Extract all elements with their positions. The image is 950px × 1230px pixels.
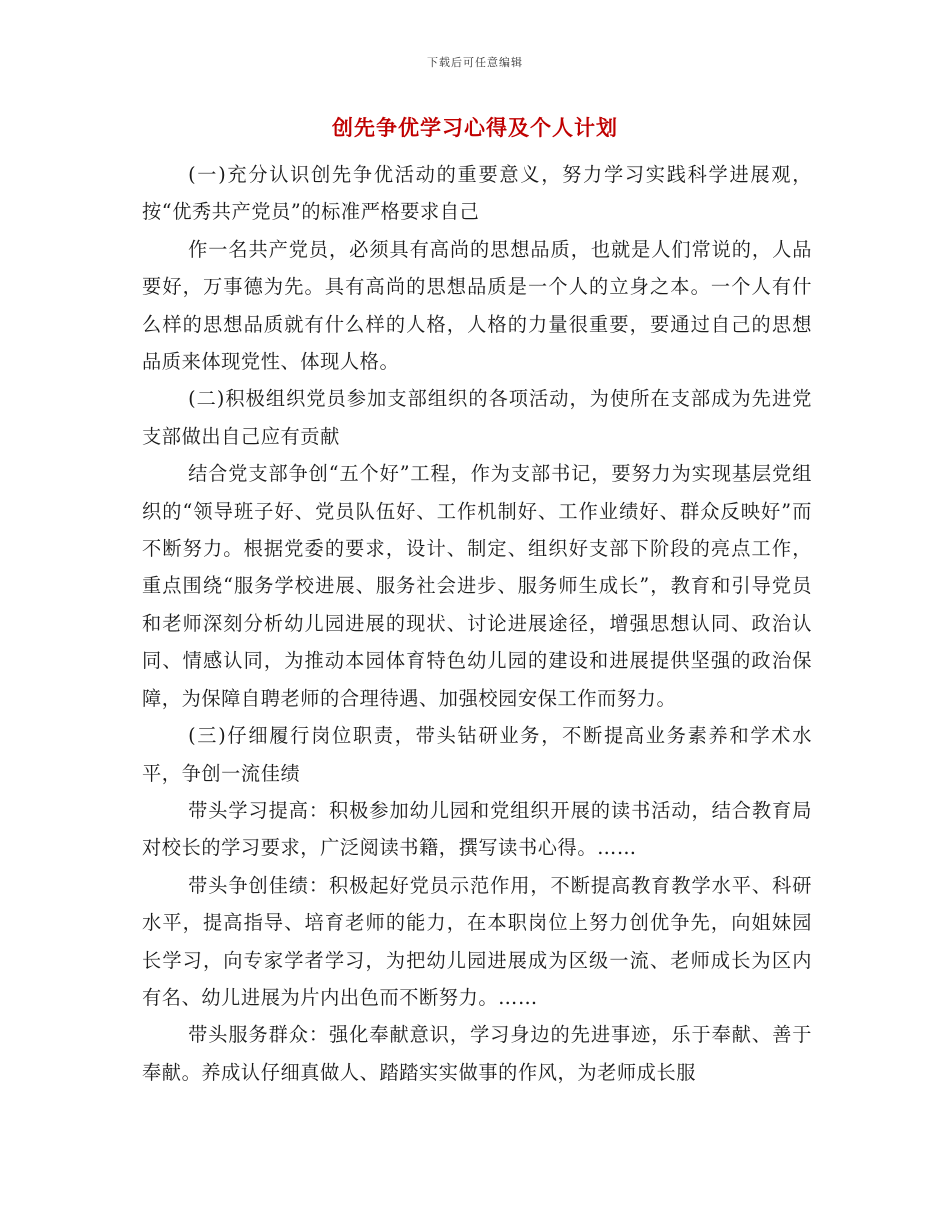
document-title: 创先争优学习心得及个人计划 xyxy=(332,115,618,140)
header-note: 下载后可任意编辑 xyxy=(427,56,523,69)
paragraph: 结合党支部争创“五个好”工程，作为支部书记，要努力为实现基层党组织的“领导班子好、党员队伍好、工作机制好、工作业绩好、群众反映好”而不断努力。根据党委的要求，设计、制定、组织好支部下阶段的亮点工作，重点围绕“服务学校进展、服务社会进步、服务师生成长”，教育和引导党员和老师深刻分析幼儿园进展的现状、讨论进展途径，增强思想认同、政治认同、情感认同，为推动本园体育特色幼儿园的建设和进展提供坚强的政治保障，为保障自聘老师的合理待遇、加强校园安保工作而努力。 xyxy=(142,462,812,710)
section-heading-2: (二)积极组织党员参加支部组织的各项活动，为使所在支部成为先进党支部做出自己应有贡献 xyxy=(142,387,812,448)
paragraph: 作一名共产党员，必须具有高尚的思想品质，也就是人们常说的，人品要好，万事德为先。具有高尚的思想品质是一个人的立身之本。一个人有什么样的思想品质就有什么样的人格，人格的力量很重要，要通过自己的思想品质来体现党性、体现人格。 xyxy=(142,237,812,374)
paragraph: 带头服务群众：强化奉献意识，学习身边的先进事迹，乐于奉献、善于奉献。养成认仔细真做人、踏踏实实做事的作风，为老师成长服 xyxy=(142,1023,812,1084)
document-body xyxy=(142,156,812,1091)
paragraph: 带头学习提高：积极参加幼儿园和党组织开展的读书活动，结合教育局对校长的学习要求，广泛阅读书籍，撰写读书心得。…… xyxy=(142,798,812,860)
section-heading-1: (一)充分认识创先争优活动的重要意义，努力学习实践科学进展观，按“优秀共产党员”的标准严格要求自己 xyxy=(142,163,812,224)
paragraph: 带头争创佳绩：积极起好党员示范作用，不断提高教育教学水平、科研水平，提高指导、培育老师的能力，在本职岗位上努力创优争先，向姐妹园长学习，向专家学者学习，为把幼儿园进展成为区级一流、老师成长为区内有名、幼儿进展为片内出色而不断努力。…… xyxy=(142,873,812,1009)
section-heading-3: (三)仔细履行岗位职责，带头钻研业务，不断提高业务素养和学术水平，争创一流佳绩 xyxy=(142,724,812,785)
